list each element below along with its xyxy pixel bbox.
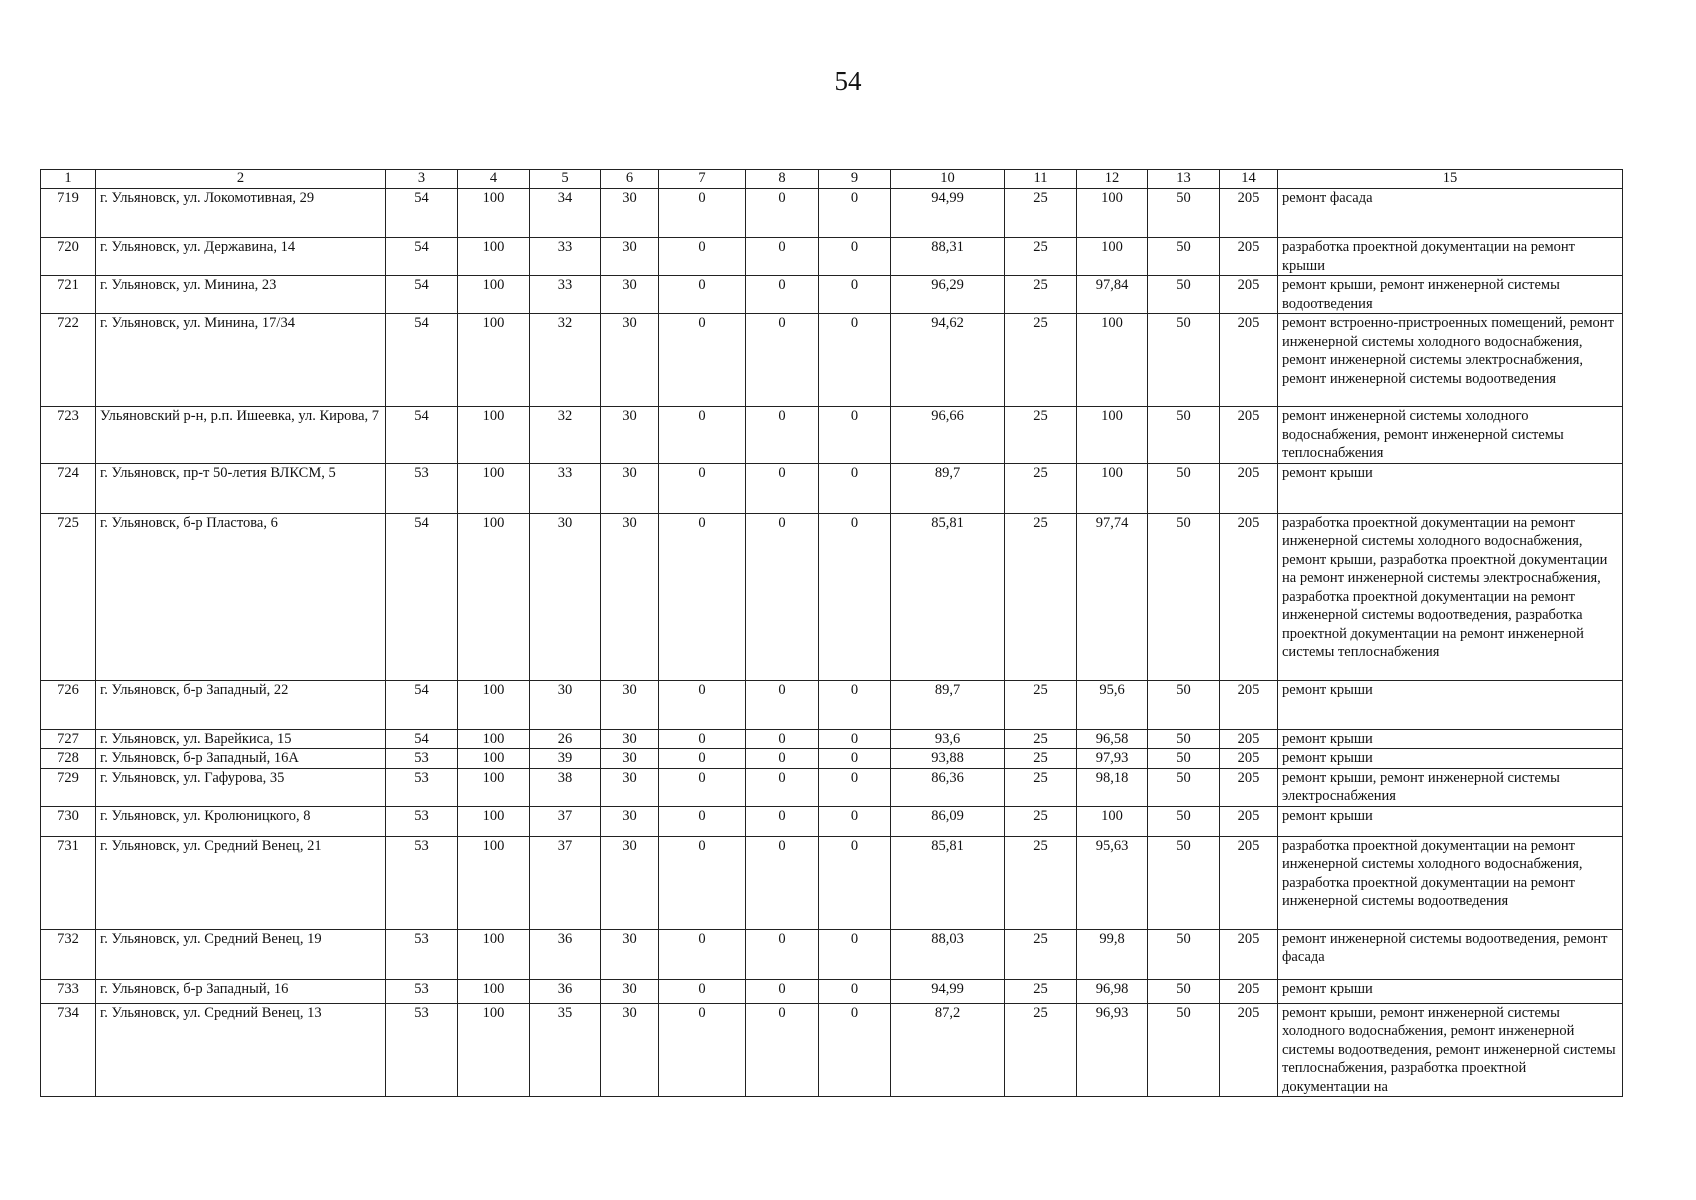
col-3-value: 53 [386,929,458,979]
col-13-value: 50 [1148,836,1220,929]
column-header: 10 [891,170,1005,189]
col-4-value: 100 [458,768,530,806]
col-13-value: 50 [1148,189,1220,238]
col-8-value: 0 [746,238,819,276]
col-8-value: 0 [746,189,819,238]
col-4-value: 100 [458,1003,530,1097]
col-5-value: 33 [530,276,601,314]
column-header: 3 [386,170,458,189]
column-header: 5 [530,170,601,189]
column-header: 8 [746,170,819,189]
col-6-value: 30 [601,979,659,1003]
table-row [41,806,1623,836]
col-5-value: 32 [530,314,601,407]
col-7-value: 0 [659,463,746,513]
row-number: 724 [41,463,96,513]
col-4-value: 100 [458,806,530,836]
col-6-value: 30 [601,768,659,806]
col-14-value: 205 [1220,407,1278,464]
col-11-value: 25 [1005,314,1077,407]
col-5-value: 37 [530,806,601,836]
table-header [41,170,1623,189]
col-14-value: 205 [1220,463,1278,513]
col-9-value: 0 [819,314,891,407]
col-6-value: 30 [601,806,659,836]
col-3-value: 54 [386,276,458,314]
col-9-value: 0 [819,749,891,769]
col-10-value: 94,99 [891,189,1005,238]
col-3-value: 53 [386,836,458,929]
col-9-value: 0 [819,979,891,1003]
col-10-value: 85,81 [891,836,1005,929]
address: г. Ульяновск, ул. Гафурова, 35 [96,768,386,806]
col-10-value: 94,99 [891,979,1005,1003]
work-description: ремонт крыши [1278,979,1623,1003]
col-7-value: 0 [659,407,746,464]
col-3-value: 54 [386,680,458,729]
col-4-value: 100 [458,276,530,314]
column-header: 2 [96,170,386,189]
column-header: 7 [659,170,746,189]
col-11-value: 25 [1005,768,1077,806]
row-number: 727 [41,729,96,749]
col-9-value: 0 [819,189,891,238]
col-10-value: 88,31 [891,238,1005,276]
page-number: 54 [834,66,862,96]
col-6-value: 30 [601,729,659,749]
col-5-value: 36 [530,929,601,979]
col-5-value: 34 [530,189,601,238]
col-6-value: 30 [601,929,659,979]
col-11-value: 25 [1005,238,1077,276]
row-number: 730 [41,806,96,836]
row-number: 733 [41,979,96,1003]
col-7-value: 0 [659,979,746,1003]
col-12-value: 97,93 [1077,749,1148,769]
col-8-value: 0 [746,929,819,979]
col-12-value: 97,74 [1077,513,1148,680]
work-description: ремонт крыши [1278,463,1623,513]
table-row [41,314,1623,407]
col-6-value: 30 [601,1003,659,1097]
col-10-value: 88,03 [891,929,1005,979]
table-row [41,729,1623,749]
col-12-value: 96,93 [1077,1003,1148,1097]
col-3-value: 54 [386,407,458,464]
row-number: 725 [41,513,96,680]
column-header: 6 [601,170,659,189]
col-10-value: 93,88 [891,749,1005,769]
col-3-value: 53 [386,1003,458,1097]
work-description: ремонт фасада [1278,189,1623,238]
col-13-value: 50 [1148,929,1220,979]
col-11-value: 25 [1005,979,1077,1003]
col-5-value: 30 [530,680,601,729]
address: г. Ульяновск, б-р Западный, 16 [96,979,386,1003]
col-7-value: 0 [659,768,746,806]
col-3-value: 53 [386,806,458,836]
col-4-value: 100 [458,979,530,1003]
address: г. Ульяновск, пр-т 50-летия ВЛКСМ, 5 [96,463,386,513]
table-body [41,189,1623,1097]
col-5-value: 30 [530,513,601,680]
col-13-value: 50 [1148,513,1220,680]
work-description: разработка проектной документации на ремонт крыши [1278,238,1623,276]
col-9-value: 0 [819,929,891,979]
col-8-value: 0 [746,749,819,769]
col-5-value: 26 [530,729,601,749]
col-8-value: 0 [746,407,819,464]
col-5-value: 33 [530,238,601,276]
table-row [41,513,1623,680]
col-10-value: 87,2 [891,1003,1005,1097]
address: г. Ульяновск, б-р Пластова, 6 [96,513,386,680]
col-6-value: 30 [601,836,659,929]
column-header: 12 [1077,170,1148,189]
row-number: 719 [41,189,96,238]
col-10-value: 85,81 [891,513,1005,680]
address: г. Ульяновск, б-р Западный, 22 [96,680,386,729]
col-11-value: 25 [1005,463,1077,513]
col-7-value: 0 [659,806,746,836]
row-number: 720 [41,238,96,276]
col-3-value: 53 [386,749,458,769]
address: г. Ульяновск, ул. Минина, 23 [96,276,386,314]
col-6-value: 30 [601,314,659,407]
work-description: ремонт крыши [1278,729,1623,749]
work-description: ремонт инженерной системы водоотведения, ремонт фасада [1278,929,1623,979]
col-12-value: 95,6 [1077,680,1148,729]
col-14-value: 205 [1220,979,1278,1003]
col-12-value: 97,84 [1077,276,1148,314]
col-11-value: 25 [1005,749,1077,769]
col-10-value: 89,7 [891,680,1005,729]
col-8-value: 0 [746,768,819,806]
col-10-value: 86,36 [891,768,1005,806]
col-10-value: 93,6 [891,729,1005,749]
column-header: 13 [1148,170,1220,189]
work-description: ремонт крыши, ремонт инженерной системы электроснабжения [1278,768,1623,806]
col-10-value: 96,29 [891,276,1005,314]
work-description: ремонт инженерной системы холодного водоснабжения, ремонт инженерной системы теплоснабжения [1278,407,1623,464]
address: г. Ульяновск, ул. Кролюницкого, 8 [96,806,386,836]
col-8-value: 0 [746,729,819,749]
col-7-value: 0 [659,1003,746,1097]
registry-table [40,169,1623,1097]
col-12-value: 100 [1077,189,1148,238]
col-8-value: 0 [746,513,819,680]
work-description: разработка проектной документации на ремонт инженерной системы холодного водоснабжения, ремонт крыши, разработка проектной документации на ремонт инженерной системы электроснабжения, разработка проектной документации на ремонт инженерной системы водоотведения, разработка проектной документации на ремонт инженерной системы теплоснабжения [1278,513,1623,680]
col-5-value: 36 [530,979,601,1003]
col-14-value: 205 [1220,729,1278,749]
col-12-value: 100 [1077,806,1148,836]
col-14-value: 205 [1220,513,1278,680]
row-number: 722 [41,314,96,407]
col-9-value: 0 [819,238,891,276]
table-row [41,463,1623,513]
col-6-value: 30 [601,238,659,276]
col-11-value: 25 [1005,806,1077,836]
col-13-value: 50 [1148,238,1220,276]
col-9-value: 0 [819,463,891,513]
col-14-value: 205 [1220,276,1278,314]
col-11-value: 25 [1005,929,1077,979]
address: г. Ульяновск, ул. Варейкиса, 15 [96,729,386,749]
col-4-value: 100 [458,680,530,729]
col-3-value: 54 [386,314,458,407]
row-number: 731 [41,836,96,929]
address: г. Ульяновск, б-р Западный, 16А [96,749,386,769]
col-12-value: 99,8 [1077,929,1148,979]
work-description: разработка проектной документации на ремонт инженерной системы холодного водоснабжения, разработка проектной документации на ремонт инженерной системы водоотведения [1278,836,1623,929]
col-14-value: 205 [1220,238,1278,276]
work-description: ремонт крыши [1278,806,1623,836]
table-row [41,238,1623,276]
table-row [41,979,1623,1003]
row-number: 726 [41,680,96,729]
col-5-value: 35 [530,1003,601,1097]
col-6-value: 30 [601,680,659,729]
col-11-value: 25 [1005,1003,1077,1097]
col-14-value: 205 [1220,1003,1278,1097]
col-8-value: 0 [746,806,819,836]
col-10-value: 86,09 [891,806,1005,836]
col-4-value: 100 [458,463,530,513]
col-3-value: 54 [386,238,458,276]
col-11-value: 25 [1005,836,1077,929]
table-row [41,836,1623,929]
col-8-value: 0 [746,314,819,407]
col-5-value: 39 [530,749,601,769]
col-14-value: 205 [1220,314,1278,407]
col-13-value: 50 [1148,806,1220,836]
col-6-value: 30 [601,463,659,513]
col-11-value: 25 [1005,407,1077,464]
col-10-value: 96,66 [891,407,1005,464]
col-4-value: 100 [458,189,530,238]
col-13-value: 50 [1148,768,1220,806]
col-8-value: 0 [746,979,819,1003]
col-3-value: 54 [386,729,458,749]
col-5-value: 32 [530,407,601,464]
col-13-value: 50 [1148,314,1220,407]
col-9-value: 0 [819,276,891,314]
work-description: ремонт встроенно-пристроенных помещений, ремонт инженерной системы холодного водоснабжения, ремонт инженерной системы электроснабжения, ремонт инженерной системы водоотведения [1278,314,1623,407]
table-row [41,749,1623,769]
col-8-value: 0 [746,680,819,729]
header-row [41,170,1623,189]
table-row [41,680,1623,729]
col-5-value: 37 [530,836,601,929]
col-4-value: 100 [458,929,530,979]
work-description: ремонт крыши [1278,749,1623,769]
row-number: 728 [41,749,96,769]
col-7-value: 0 [659,749,746,769]
col-13-value: 50 [1148,680,1220,729]
col-14-value: 205 [1220,680,1278,729]
col-7-value: 0 [659,836,746,929]
col-9-value: 0 [819,768,891,806]
col-4-value: 100 [458,836,530,929]
address: г. Ульяновск, ул. Минина, 17/34 [96,314,386,407]
col-12-value: 100 [1077,463,1148,513]
col-8-value: 0 [746,463,819,513]
col-7-value: 0 [659,680,746,729]
col-6-value: 30 [601,189,659,238]
col-4-value: 100 [458,238,530,276]
col-12-value: 95,63 [1077,836,1148,929]
column-header: 9 [819,170,891,189]
col-11-value: 25 [1005,513,1077,680]
col-4-value: 100 [458,513,530,680]
col-12-value: 100 [1077,407,1148,464]
row-number: 723 [41,407,96,464]
col-8-value: 0 [746,276,819,314]
col-7-value: 0 [659,314,746,407]
column-header: 14 [1220,170,1278,189]
col-12-value: 100 [1077,314,1148,407]
col-10-value: 89,7 [891,463,1005,513]
col-3-value: 53 [386,463,458,513]
column-header: 4 [458,170,530,189]
col-13-value: 50 [1148,463,1220,513]
table-row [41,929,1623,979]
col-9-value: 0 [819,1003,891,1097]
col-6-value: 30 [601,513,659,680]
col-14-value: 205 [1220,929,1278,979]
col-14-value: 205 [1220,749,1278,769]
col-6-value: 30 [601,407,659,464]
col-11-value: 25 [1005,276,1077,314]
col-9-value: 0 [819,513,891,680]
col-13-value: 50 [1148,1003,1220,1097]
table-row [41,189,1623,238]
col-4-value: 100 [458,749,530,769]
table-row [41,1003,1623,1097]
col-13-value: 50 [1148,407,1220,464]
row-number: 732 [41,929,96,979]
col-5-value: 38 [530,768,601,806]
col-4-value: 100 [458,729,530,749]
col-8-value: 0 [746,1003,819,1097]
address: г. Ульяновск, ул. Державина, 14 [96,238,386,276]
col-7-value: 0 [659,189,746,238]
col-4-value: 100 [458,314,530,407]
col-13-value: 50 [1148,729,1220,749]
col-12-value: 98,18 [1077,768,1148,806]
col-14-value: 205 [1220,806,1278,836]
col-12-value: 100 [1077,238,1148,276]
table-row [41,768,1623,806]
col-8-value: 0 [746,836,819,929]
address: г. Ульяновск, ул. Средний Венец, 21 [96,836,386,929]
address: г. Ульяновск, ул. Локомотивная, 29 [96,189,386,238]
col-12-value: 96,58 [1077,729,1148,749]
address: г. Ульяновск, ул. Средний Венец, 13 [96,1003,386,1097]
col-3-value: 54 [386,513,458,680]
table-row [41,276,1623,314]
col-11-value: 25 [1005,729,1077,749]
col-9-value: 0 [819,836,891,929]
col-11-value: 25 [1005,189,1077,238]
column-header: 1 [41,170,96,189]
row-number: 734 [41,1003,96,1097]
col-5-value: 33 [530,463,601,513]
col-13-value: 50 [1148,979,1220,1003]
col-13-value: 50 [1148,276,1220,314]
col-7-value: 0 [659,729,746,749]
work-description: ремонт крыши [1278,680,1623,729]
col-6-value: 30 [601,276,659,314]
row-number: 721 [41,276,96,314]
col-3-value: 54 [386,189,458,238]
col-13-value: 50 [1148,749,1220,769]
col-10-value: 94,62 [891,314,1005,407]
col-9-value: 0 [819,407,891,464]
col-9-value: 0 [819,806,891,836]
table-row [41,407,1623,464]
column-header: 15 [1278,170,1623,189]
col-6-value: 30 [601,749,659,769]
col-4-value: 100 [458,407,530,464]
col-3-value: 53 [386,768,458,806]
address: Ульяновский р-н, р.п. Ишеевка, ул. Кирова, 7 [96,407,386,464]
col-11-value: 25 [1005,680,1077,729]
col-14-value: 205 [1220,836,1278,929]
col-3-value: 53 [386,979,458,1003]
work-description: ремонт крыши, ремонт инженерной системы холодного водоснабжения, ремонт инженерной системы водоотведения, ремонт инженерной системы теплоснабжения, разработка проектной документации на [1278,1003,1623,1097]
col-12-value: 96,98 [1077,979,1148,1003]
col-7-value: 0 [659,929,746,979]
col-14-value: 205 [1220,768,1278,806]
work-description: ремонт крыши, ремонт инженерной системы водоотведения [1278,276,1623,314]
col-7-value: 0 [659,276,746,314]
col-7-value: 0 [659,238,746,276]
column-header: 11 [1005,170,1077,189]
col-9-value: 0 [819,729,891,749]
address: г. Ульяновск, ул. Средний Венец, 19 [96,929,386,979]
row-number: 729 [41,768,96,806]
col-14-value: 205 [1220,189,1278,238]
col-7-value: 0 [659,513,746,680]
col-9-value: 0 [819,680,891,729]
